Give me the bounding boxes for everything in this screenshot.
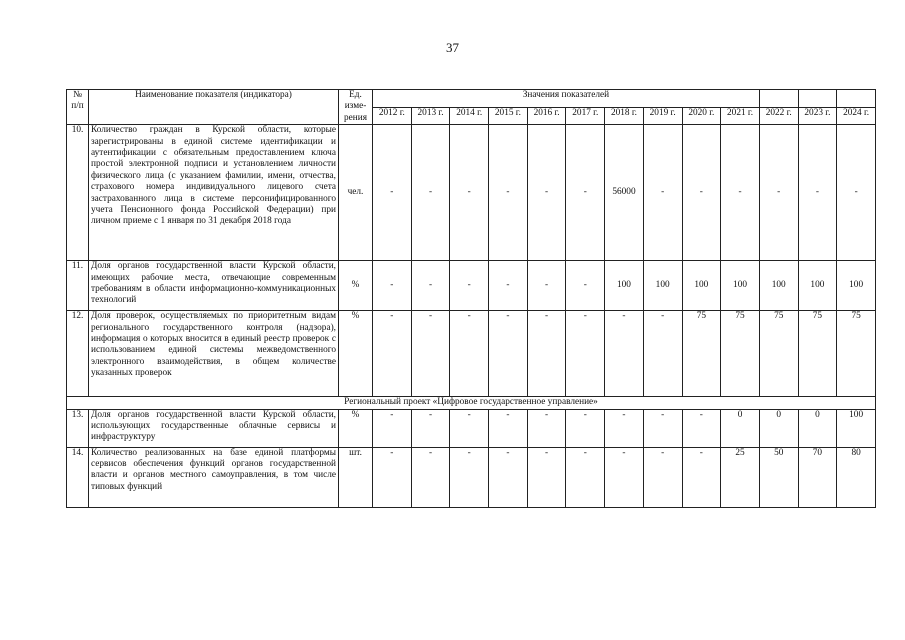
indicator-name: Доля проверок, осуществляемых по приоритетным видам регионального государственного контроля (надзора), информация о которых вносится в единый реестр проверок с использованием единой системы межведомственного электронного взаимодействия, в общем количестве указанных проверок [89,311,339,397]
header-name: Наименование показателя (индикатора) [89,90,339,125]
unit-cell: % [339,261,373,311]
value-cell: - [489,125,528,261]
header-year: 2020 г. [682,107,721,125]
value-cell: - [527,311,566,397]
page-number: 37 [446,40,459,55]
value-cell: - [721,125,760,261]
value-cell: - [605,409,644,447]
table-row [67,447,876,507]
value-cell: 75 [682,311,721,397]
value-cell: - [643,447,682,507]
header-year: 2016 г. [527,107,566,125]
value-cell: - [411,261,450,311]
header-blank [837,90,876,108]
value-cell: - [527,125,566,261]
value-cell: - [373,409,412,447]
value-cell: - [489,409,528,447]
value-cell: - [450,447,489,507]
value-cell: 100 [643,261,682,311]
value-cell: 70 [798,447,837,507]
indicator-name: Доля органов государственной власти Курской области, имеющих рабочие места, отвечающие современным требованиям в области информационно-коммуникационных технологий [89,261,339,311]
header-blank [798,90,837,108]
header-year: 2022 г. [759,107,798,125]
value-cell: - [605,311,644,397]
value-cell: - [566,261,605,311]
value-cell: - [566,125,605,261]
value-cell: - [489,261,528,311]
value-cell: 100 [682,261,721,311]
section-row [67,397,876,409]
header-year: 2024 г. [837,107,876,125]
table-row [67,261,876,311]
header-year: 2015 г. [489,107,528,125]
value-cell: - [798,125,837,261]
value-cell: - [450,125,489,261]
row-number: 14. [67,447,89,507]
unit-cell: шт. [339,447,373,507]
table-row [67,125,876,261]
header-num: № п/п [67,90,89,125]
value-cell: 100 [837,409,876,447]
value-cell: 25 [721,447,760,507]
value-cell: - [373,261,412,311]
value-cell: 100 [837,261,876,311]
value-cell: - [411,409,450,447]
header-year: 2023 г. [798,107,837,125]
value-cell: 75 [759,311,798,397]
value-cell: - [450,261,489,311]
value-cell: 100 [721,261,760,311]
value-cell: - [489,447,528,507]
header-unit: Ед. изме-рения [339,90,373,125]
indicator-name: Доля органов государственной власти Курской области, использующих государственные облачные сервисы и инфраструктуру [89,409,339,447]
value-cell: 0 [798,409,837,447]
header-row-top [67,90,876,108]
value-cell: - [643,311,682,397]
indicator-name: Количество реализованных на базе единой платформы сервисов обеспечения функций органов государственной власти и органов местного самоуправления, в том числе типовых функций [89,447,339,507]
value-cell: - [759,125,798,261]
value-cell: 100 [759,261,798,311]
value-cell: 0 [721,409,760,447]
value-cell: - [450,311,489,397]
unit-cell: % [339,311,373,397]
header-year: 2019 г. [643,107,682,125]
header-year: 2014 г. [450,107,489,125]
value-cell: - [450,409,489,447]
value-cell: 75 [721,311,760,397]
row-number: 12. [67,311,89,397]
value-cell: - [566,447,605,507]
value-cell: - [373,311,412,397]
value-cell: - [411,125,450,261]
unit-cell: чел. [339,125,373,261]
value-cell: - [682,447,721,507]
value-cell: 56000 [605,125,644,261]
value-cell: 0 [759,409,798,447]
value-cell: 100 [605,261,644,311]
value-cell: 50 [759,447,798,507]
value-cell: - [489,311,528,397]
unit-cell: % [339,409,373,447]
value-cell: - [837,125,876,261]
value-cell: - [527,409,566,447]
value-cell: - [566,409,605,447]
header-values: Значения показателей [373,90,760,108]
value-cell: - [527,261,566,311]
header-year: 2012 г. [373,107,412,125]
value-cell: 80 [837,447,876,507]
value-cell: 75 [798,311,837,397]
row-number: 13. [67,409,89,447]
value-cell: - [566,311,605,397]
header-blank [759,90,798,108]
value-cell: 75 [837,311,876,397]
value-cell: - [643,409,682,447]
row-number: 10. [67,125,89,261]
header-year: 2013 г. [411,107,450,125]
value-cell: - [682,409,721,447]
value-cell: - [411,447,450,507]
value-cell: - [605,447,644,507]
header-year: 2021 г. [721,107,760,125]
value-cell: - [373,125,412,261]
value-cell: - [527,447,566,507]
header-year: 2017 г. [566,107,605,125]
value-cell: - [643,125,682,261]
row-number: 11. [67,261,89,311]
indicator-name: Количество граждан в Курской области, которые зарегистрированы в единой системе идентификации и аутентификации с обязательным предоставлением ключа простой электронной подписи и установлением личности физического лица (с указанием фамилии, имени, отчества, страхового номера индивидуального лицевого счета застрахованного лица в системе персонифицированного учета Пенсионного фонда Российской Федерации) при личном приеме с 1 января по 31 декабря 2018 года [89,125,339,261]
header-year: 2018 г. [605,107,644,125]
section-title: Региональный проект «Цифровое государственное управление» [67,397,876,409]
table-row [67,311,876,397]
value-cell: - [682,125,721,261]
table-row [67,409,876,447]
indicators-table [66,89,876,508]
value-cell: 100 [798,261,837,311]
value-cell: - [373,447,412,507]
value-cell: - [411,311,450,397]
